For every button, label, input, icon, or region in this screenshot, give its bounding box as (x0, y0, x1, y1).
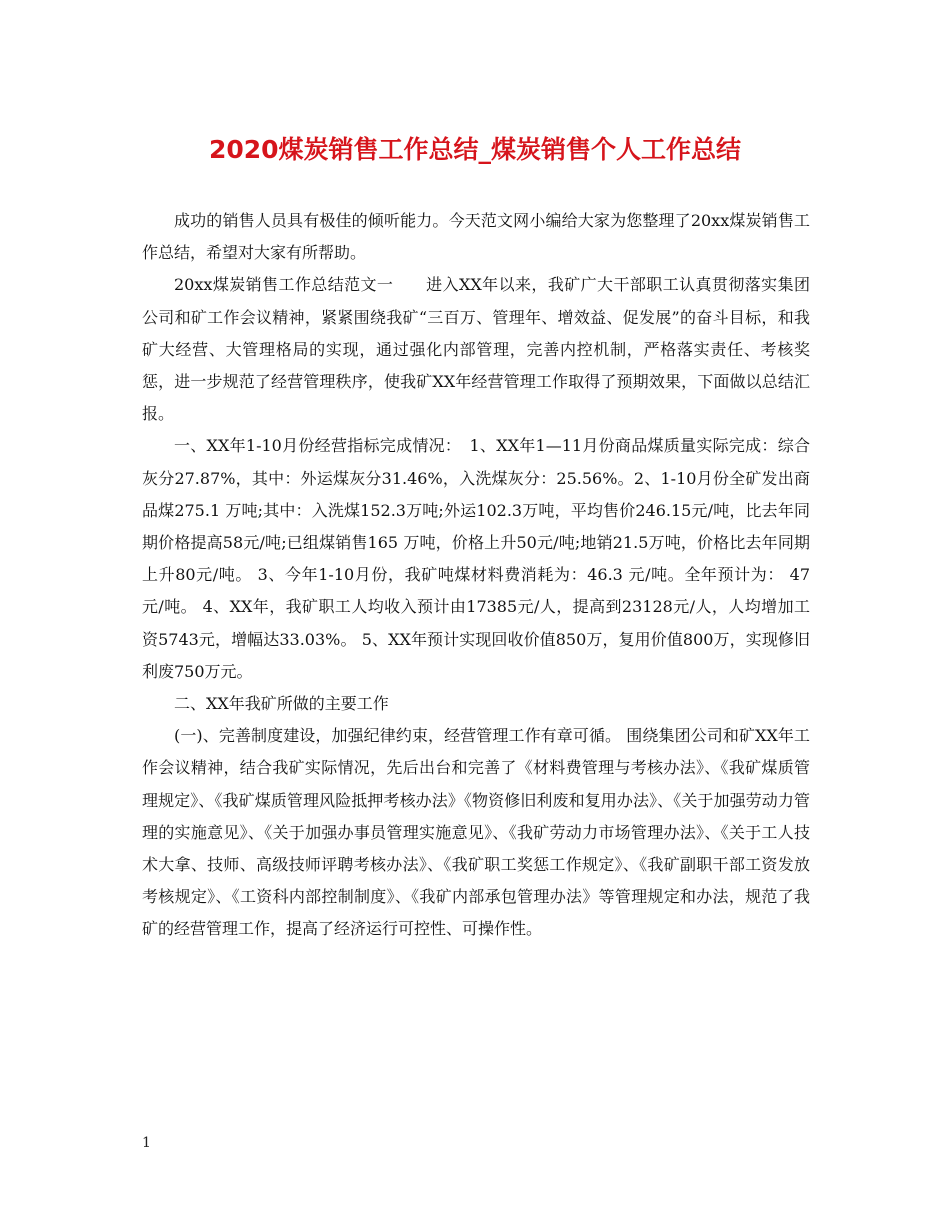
intro-paragraph: 成功的销售人员具有极佳的倾听能力。今天范文网小编给大家为您整理了20xx煤炭销售工作总结，希望对大家有所帮助。 (142, 211, 810, 263)
section-heading: 二、XX年我矿所做的主要工作 (174, 694, 389, 714)
indicators-paragraph: 一、XX年1-10月份经营指标完成情况： 1、XX年1—11月份商品煤质量实际完成：综合灰分27.87%，其中：外运煤灰分31.46%，入洗煤灰分：25.56%。2、1-10月份全矿发出商品煤275.1 万吨;其中：入洗煤152.3万吨;外运102.3万吨，平均售价246.15元/吨，比去年同期价格提高58元/吨;已组煤销售165 万吨，价格上升50元/吨;地销21.5万吨，价格比去年同期上升80元/吨。 3、今年1-10月份，我矿吨煤材料费消耗为：46.3 元/吨。全年预计为： 47 元/吨。 4、XX年，我矿职工人均收入预计由17385元/人，提高到23128元/人，人均增加工资5743元，增幅达33.03%。 5、XX年预计实现回收价值850万，复用价值800万，实现修旧利废750万元。 (142, 436, 810, 681)
work-paragraph: (一)、完善制度建设，加强纪律约束，经营管理工作有章可循。 围绕集团公司和矿XX年工作会议精神，结合我矿实际情况，先后出台和完善了《材料费管理与考核办法》、《我矿煤质管理规定》、《我矿煤质管理风险抵押考核办法》《物资修旧利废和复用办法》、《关于加强劳动力管理的实施意见》、《关于加强办事员管理实施意见》、《我矿劳动力市场管理办法》、《关于工人技术大拿、技师、高级技师评聘考核办法》、《我矿职工奖惩工作规定》、《我矿副职干部工资发放考核规定》、《工资科内部控制制度》、《我矿内部承包管理办法》等管理规定和办法，规范了我矿的经营管理工作，提高了经济运行可控性、可操作性。 (142, 726, 810, 939)
summary-paragraph: 20xx煤炭销售工作总结范文一 进入XX年以来，我矿广大干部职工认真贯彻落实集团公司和矿工作会议精神，紧紧围绕我矿“三百万、管理年、增效益、促发展”的奋斗目标，和我矿大经营、大管理格局的实现，通过强化内部管理，完善内控机制，严格落实责任、考核奖惩，进一步规范了经营管理秩序，使我矿XX年经营管理工作取得了预期效果，下面做以总结汇报。 (142, 275, 810, 424)
page-number: 1 (142, 1135, 151, 1151)
document-body (142, 205, 810, 946)
document-title: 2020煤炭销售工作总结_煤炭销售个人工作总结 (208, 135, 742, 164)
